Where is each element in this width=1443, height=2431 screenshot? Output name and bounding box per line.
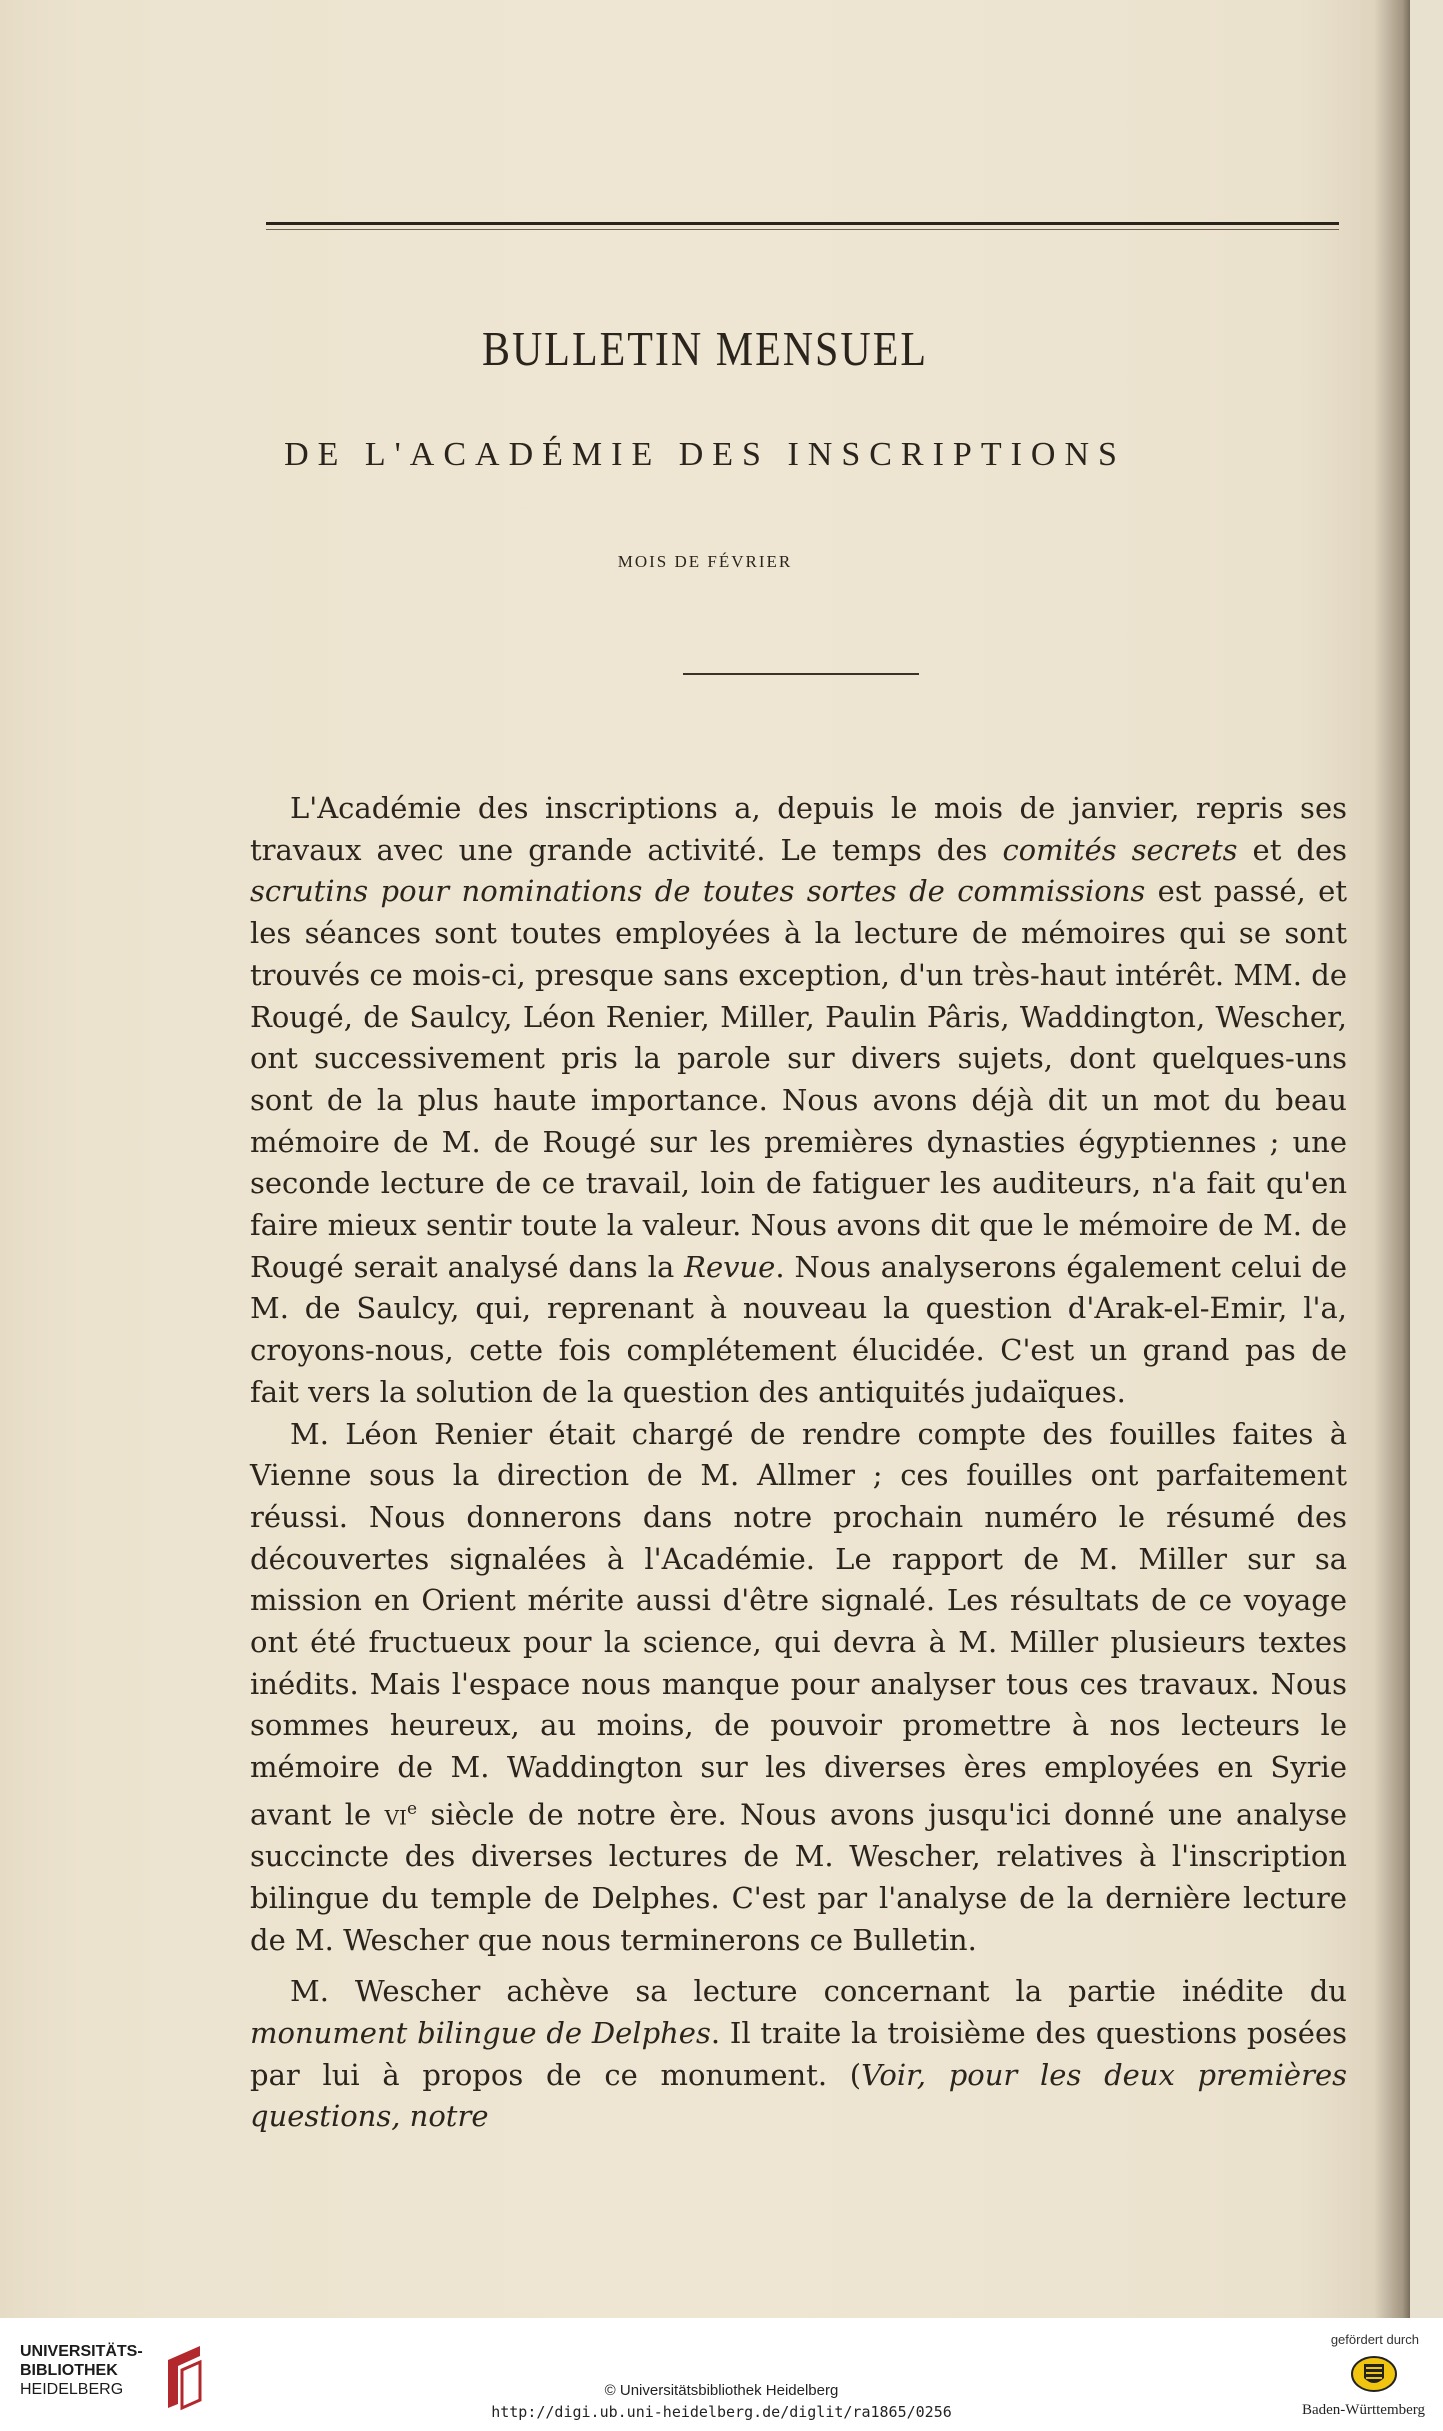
- page-subtitle: DE L'ACADÉMIE DES INSCRIPTIONS: [284, 436, 1126, 473]
- library-line-2: BIBLIOTHEK: [20, 2362, 118, 2379]
- roman-numeral: vi: [384, 1797, 407, 1832]
- italic-text: monument bilingue de Delphes: [250, 2016, 711, 2051]
- paragraph-1: [250, 788, 1347, 1414]
- section-divider: [683, 673, 919, 675]
- funder-name: Baden-Württemberg: [1301, 2402, 1425, 2418]
- library-line-3: HEIDELBERG: [20, 2381, 124, 2398]
- header-rule: [266, 222, 1339, 225]
- header-rule-thin: [266, 229, 1339, 230]
- paragraph-text: L'Académie des inscriptions a, depuis le mois de janvier, repris ses travaux avec une grande activité. Le temps des: [250, 791, 1347, 867]
- italic-text: Voir, pour les deux premières questions, notre: [250, 2057, 1347, 2134]
- paragraph-text: et des: [1237, 832, 1347, 867]
- paragraph-text: . Il traite la troisième des questions posées par lui à propos de ce monument. (: [250, 2016, 1347, 2092]
- funder-label: gefördert durch: [1330, 2332, 1419, 2347]
- paragraph-2: [250, 1414, 1347, 1962]
- copyright-notice: © Universitätsbibliothek Heidelberg: [604, 2382, 839, 2399]
- italic-text: Revue: [684, 1249, 776, 1284]
- paragraph-text: . Nous analyserons également celui de M. de Saulcy, qui, reprenant à nouveau la question d'Arak-el-Emir, l'a, croyons-nous, cette fois complétement élucidée. C'est un grand pas de fait vers la solution de la question des antiquités judaïques.: [250, 1249, 1347, 1409]
- italic-text: comités secrets: [1002, 832, 1238, 867]
- permalink-url[interactable]: http://digi.ub.uni-heidelberg.de/diglit/ra1865/0256: [491, 2403, 952, 2421]
- paragraph-text: est passé, et les séances sont toutes employées à la lecture de mémoires qui se sont trouvés ce mois-ci, presque sans exception, d'un très-haut intérêt. MM. de Rougé, de Saulcy, Léon Renier, Miller, Paulin Pâris, Waddington, Wescher, ont successivement pris la parole sur divers sujets, dont quelques-uns sont de la plus haute importance. Nous avons déjà dit un mot du beau mémoire de M. de Rougé sur les premières dynasties égyptiennes ; une seconde lecture de ce travail, loin de fatiguer les auditeurs, n'a fait qu'en faire mieux sentir toute la valeur. Nous avons dit que le mémoire de M. de Rougé serait analysé dans la: [250, 874, 1347, 1284]
- coat-of-arms-icon: [1349, 2354, 1399, 2394]
- paragraph-text: M. Léon Renier était chargé de rendre compte des fouilles faites à Vienne sous la direction de M. Allmer ; ces fouilles ont parfaitement réussi. Nous donnerons dans notre prochain numéro le résumé des découvertes signalées à l'Académie. Le rapport de M. Miller sur sa mission en Orient mérite aussi d'être signalé. Les résultats de ce voyage ont été fructueux pour la science, qui devra à M. Miller plusieurs textes inédits. Mais l'espace nous manque pour analyser tous ces travaux. Nous sommes heureux, au moins, de pouvoir promettre à nos lecteurs le mémoire de M. Waddington sur les diverses ères employées en Syrie avant le: [250, 1416, 1347, 1832]
- month-heading: MOIS DE FÉVRIER: [617, 552, 793, 571]
- paragraph-text: M. Wescher achève sa lecture concernant la partie inédite du: [290, 1974, 1347, 2009]
- library-line-1: UNIVERSITÄTS-: [20, 2343, 143, 2360]
- superscript: e: [406, 1798, 418, 1819]
- paragraph-text: siècle de notre ère. Nous avons jusqu'ici donné une analyse succincte des diverses lectures de M. Wescher, relatives à l'inscription bilingue du temple de Delphes. C'est par l'analyse de la dernière lecture de M. Wescher que nous terminerons ce Bulletin.: [250, 1797, 1347, 1957]
- italic-text: scrutins pour nominations de toutes sortes de commissions: [250, 874, 1146, 909]
- paragraph-3: [250, 1971, 1347, 2138]
- library-emblem-icon: [160, 2342, 208, 2412]
- article-body: [250, 788, 1347, 2138]
- page-title: BULLETIN MENSUEL: [481, 323, 929, 377]
